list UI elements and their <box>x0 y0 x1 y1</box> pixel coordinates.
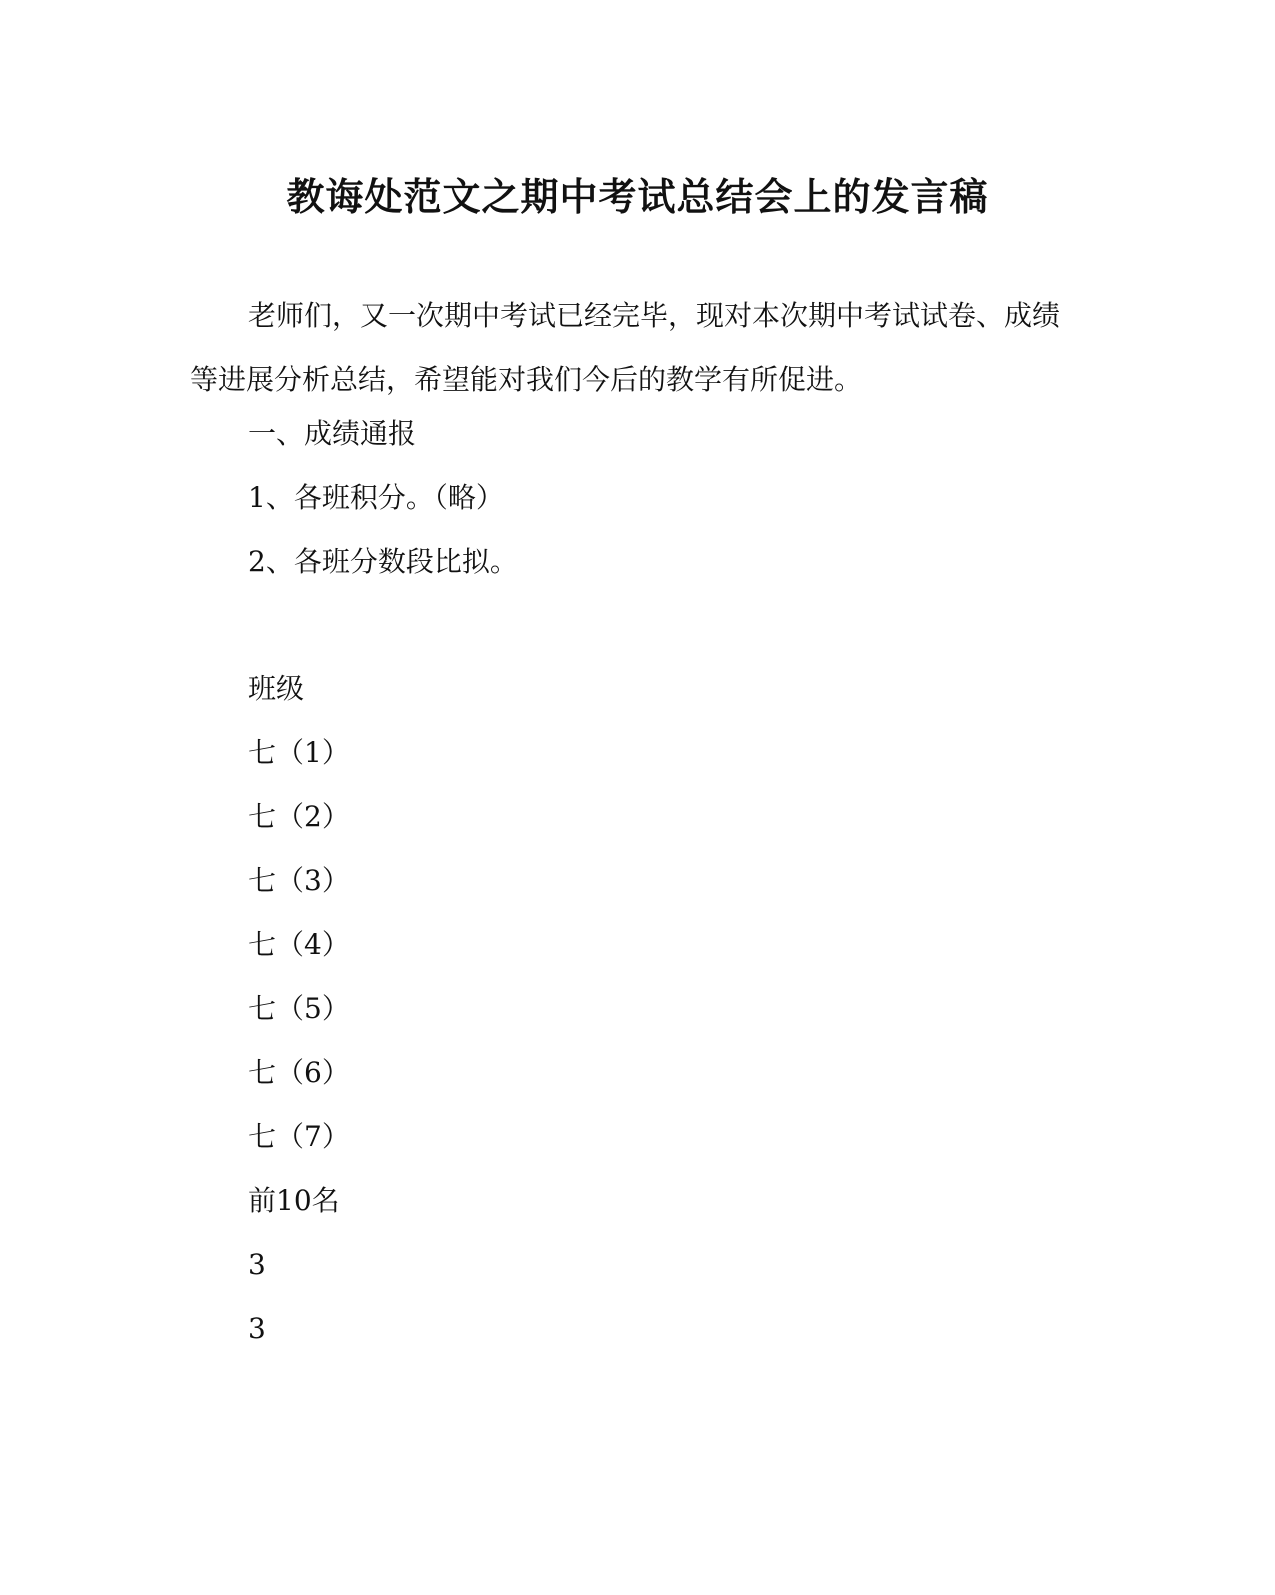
intro-paragraph: 老师们，又一次期中考试已经完毕，现对本次期中考试试卷、成绩等进展分析总结，希望能对我们今后的教学有所促进。 <box>190 299 1061 396</box>
class-cell: 七（6） <box>248 1056 350 1089</box>
list-item: 1、各班积分。（略） <box>248 481 504 514</box>
class-cell: 七（4） <box>248 928 350 961</box>
top10-value-cell: 3 <box>248 1248 266 1281</box>
top10-value-cell: 3 <box>248 1312 266 1345</box>
class-cell: 七（7） <box>248 1120 350 1153</box>
document-title: 教诲处范文之期中考试总结会上的发言稿 <box>286 174 989 219</box>
class-cell: 七（2） <box>248 800 350 833</box>
table-header-class: 班级 <box>248 672 305 705</box>
class-cell: 七（3） <box>248 864 350 897</box>
list-item: 2、各班分数段比拟。 <box>248 545 518 578</box>
class-cell: 七（5） <box>248 992 350 1025</box>
table-header-top10: 前10名 <box>248 1184 340 1217</box>
class-cell: 七（1） <box>248 736 350 769</box>
section-heading: 一、成绩通报 <box>248 417 417 450</box>
